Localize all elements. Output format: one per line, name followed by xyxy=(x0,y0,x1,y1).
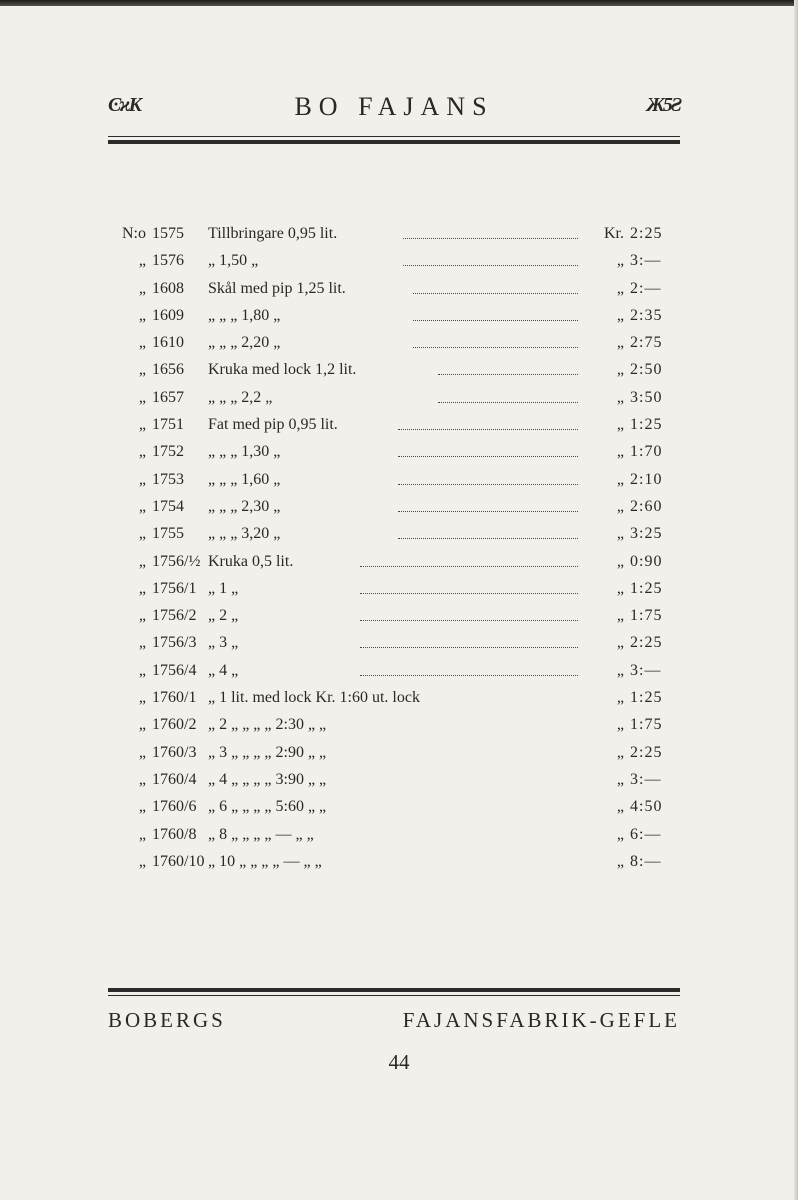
item-description: „ „ „ 1,80 „ xyxy=(208,306,281,324)
item-prefix: „ xyxy=(138,306,146,324)
item-currency: „ xyxy=(616,525,624,543)
item-number: 1760/6 xyxy=(152,798,197,816)
item-prefix: „ xyxy=(138,743,146,761)
item-number: 1752 xyxy=(152,443,184,461)
item-prefix: „ xyxy=(138,279,146,297)
item-currency: „ xyxy=(616,334,624,352)
item-number: 1760/10 xyxy=(152,852,205,870)
list-item xyxy=(108,825,680,852)
item-prefix: „ xyxy=(138,579,146,597)
dot-leader xyxy=(398,497,578,512)
item-currency: „ xyxy=(616,661,624,679)
list-item xyxy=(108,306,680,333)
item-currency: „ xyxy=(616,607,624,625)
item-currency: „ xyxy=(616,579,624,597)
item-prefix: „ xyxy=(138,798,146,816)
item-price: 2:75 xyxy=(630,334,663,352)
item-number: 1610 xyxy=(152,334,184,352)
item-number: 1760/1 xyxy=(152,689,197,707)
item-number: 1756/2 xyxy=(152,607,197,625)
list-item xyxy=(108,388,680,415)
item-prefix: „ xyxy=(138,388,146,406)
item-price: 2:50 xyxy=(630,361,663,379)
item-number: 1608 xyxy=(152,279,184,297)
item-number: 1760/2 xyxy=(152,716,197,734)
item-description: „ 1 lit. med lock Kr. 1:60 ut. lock xyxy=(208,689,420,707)
page-top-edge xyxy=(0,0,798,6)
dot-leader xyxy=(438,360,578,375)
item-description: „ 10 „ „ „ „ — „ „ xyxy=(208,852,322,870)
header-rule-thick xyxy=(108,140,680,144)
item-price: 3:— xyxy=(630,661,662,679)
item-prefix: „ xyxy=(138,634,146,652)
item-description: „ 4 „ „ „ „ 3:90 „ „ xyxy=(208,770,327,788)
dot-leader xyxy=(413,333,578,348)
item-price: 2:10 xyxy=(630,470,663,488)
item-description: Tillbringare 0,95 lit. xyxy=(208,225,338,242)
item-price: 1:75 xyxy=(630,607,663,625)
list-item xyxy=(108,715,680,742)
item-description: „ 1 „ xyxy=(208,579,239,597)
page-right-edge xyxy=(794,0,798,1200)
item-currency: „ xyxy=(616,770,624,788)
item-description: „ 3 „ „ „ „ 2:90 „ „ xyxy=(208,743,327,761)
item-prefix: „ xyxy=(138,361,146,379)
list-item xyxy=(108,442,680,469)
item-price: 2:35 xyxy=(630,306,663,324)
item-prefix: „ xyxy=(138,552,146,570)
item-description: „ 2 „ „ „ „ 2:30 „ „ xyxy=(208,716,327,734)
item-price: 3:25 xyxy=(630,525,663,543)
footer-rule-thin xyxy=(108,995,680,996)
item-description: Skål med pip 1,25 lit. xyxy=(208,279,346,297)
item-description: „ „ „ 2,20 „ xyxy=(208,334,281,352)
item-currency: „ xyxy=(616,388,624,406)
item-currency: „ xyxy=(616,279,624,297)
list-item xyxy=(108,606,680,633)
item-currency: „ xyxy=(616,306,624,324)
dot-leader xyxy=(413,306,578,321)
item-price: 2:25 xyxy=(630,225,663,242)
item-prefix: „ xyxy=(138,661,146,679)
item-price: 1:70 xyxy=(630,443,663,461)
list-item xyxy=(108,661,680,688)
item-prefix: „ xyxy=(138,252,146,270)
item-description: „ 2 „ xyxy=(208,607,239,625)
dot-leader xyxy=(360,579,578,594)
dot-leader xyxy=(398,524,578,539)
item-currency: „ xyxy=(616,825,624,843)
item-prefix: „ xyxy=(138,497,146,515)
dot-leader xyxy=(360,633,578,648)
item-currency: „ xyxy=(616,716,624,734)
header-rule-thin xyxy=(108,136,680,137)
item-prefix: „ xyxy=(138,416,146,434)
list-item xyxy=(108,852,680,879)
dot-leader xyxy=(438,388,578,403)
list-item xyxy=(108,579,680,606)
item-number: 1755 xyxy=(152,525,184,543)
item-price: 2:25 xyxy=(630,634,663,652)
list-item xyxy=(108,415,680,442)
item-description: Kruka med lock 1,2 lit. xyxy=(208,361,357,379)
item-description: „ „ „ 1,30 „ xyxy=(208,443,281,461)
list-item xyxy=(108,633,680,660)
item-price: 3:— xyxy=(630,252,662,270)
list-item xyxy=(108,770,680,797)
list-item xyxy=(108,552,680,579)
dot-leader xyxy=(360,606,578,621)
item-price: 1:25 xyxy=(630,689,663,707)
page-number: 44 xyxy=(388,1050,410,1074)
item-price: 1:25 xyxy=(630,416,663,434)
item-currency: Kr. xyxy=(604,225,624,242)
item-description: „ „ „ 2,30 „ xyxy=(208,497,281,515)
left-ornament-icon: ϾϰΚ xyxy=(108,94,140,116)
item-currency: „ xyxy=(616,852,624,870)
dot-leader xyxy=(398,470,578,485)
item-description: Fat med pip 0,95 lit. xyxy=(208,416,338,434)
item-price: 2:60 xyxy=(630,497,663,515)
item-currency: „ xyxy=(616,361,624,379)
item-currency: „ xyxy=(616,443,624,461)
list-item xyxy=(108,497,680,524)
item-description: „ 6 „ „ „ „ 5:60 „ „ xyxy=(208,798,327,816)
item-prefix: „ xyxy=(138,607,146,625)
list-item xyxy=(108,524,680,551)
item-price: 1:75 xyxy=(630,716,663,734)
list-item xyxy=(108,251,680,278)
item-description: Kruka 0,5 lit. xyxy=(208,552,294,570)
item-currency: „ xyxy=(616,689,624,707)
list-item xyxy=(108,360,680,387)
item-currency: „ xyxy=(616,798,624,816)
item-currency: „ xyxy=(616,497,624,515)
list-item xyxy=(108,688,680,715)
item-price: 2:— xyxy=(630,279,662,297)
item-description: „ 3 „ xyxy=(208,634,239,652)
item-number: 1609 xyxy=(152,306,184,324)
item-number: 1657 xyxy=(152,388,184,406)
item-price: 2:25 xyxy=(630,743,663,761)
item-number: 1756/3 xyxy=(152,634,197,652)
item-description: „ 1,50 „ xyxy=(208,252,259,270)
price-list xyxy=(108,224,680,879)
item-prefix: „ xyxy=(138,716,146,734)
item-currency: „ xyxy=(616,552,624,570)
item-number: 1760/3 xyxy=(152,743,197,761)
item-currency: „ xyxy=(616,252,624,270)
dot-leader xyxy=(398,442,578,457)
item-description: „ 8 „ „ „ „ — „ „ xyxy=(208,825,314,843)
item-number: 1656 xyxy=(152,361,184,379)
item-prefix: N:o xyxy=(122,225,146,242)
item-number: 1754 xyxy=(152,497,184,515)
item-number: 1760/4 xyxy=(152,770,197,788)
item-price: 3:— xyxy=(630,770,662,788)
item-price: 8:— xyxy=(630,852,662,870)
item-prefix: „ xyxy=(138,470,146,488)
item-price: 3:50 xyxy=(630,388,663,406)
dot-leader xyxy=(403,224,578,239)
item-number: 1753 xyxy=(152,470,184,488)
list-item xyxy=(108,743,680,770)
list-item xyxy=(108,470,680,497)
item-currency: „ xyxy=(616,416,624,434)
list-item xyxy=(108,224,680,251)
item-prefix: „ xyxy=(138,443,146,461)
item-prefix: „ xyxy=(138,334,146,352)
item-number: 1760/8 xyxy=(152,825,197,843)
item-number: 1575 xyxy=(152,225,184,242)
item-currency: „ xyxy=(616,634,624,652)
dot-leader xyxy=(413,279,578,294)
dot-leader xyxy=(403,251,578,266)
item-price: 1:25 xyxy=(630,579,663,597)
list-item xyxy=(108,333,680,360)
item-description: „ „ „ 1,60 „ xyxy=(208,470,281,488)
item-number: 1751 xyxy=(152,416,184,434)
item-number: 1576 xyxy=(152,252,184,270)
footer-rule-thick xyxy=(108,988,680,992)
right-ornament-icon: Ж5Ƨ xyxy=(646,94,680,116)
dot-leader xyxy=(398,415,578,430)
list-item xyxy=(108,797,680,824)
item-price: 0:90 xyxy=(630,552,663,570)
item-prefix: „ xyxy=(138,852,146,870)
item-prefix: „ xyxy=(138,825,146,843)
page-title: BO FAJANS xyxy=(294,92,494,121)
item-price: 4:50 xyxy=(630,798,663,816)
page-header xyxy=(108,92,680,132)
item-number: 1756/4 xyxy=(152,661,197,679)
list-item xyxy=(108,279,680,306)
item-number: 1756/½ xyxy=(152,552,201,570)
item-number: 1756/1 xyxy=(152,579,197,597)
item-prefix: „ xyxy=(138,689,146,707)
company-name: BOBERGS FAJANSFABRIK-GEFLE xyxy=(108,1008,680,1032)
item-currency: „ xyxy=(616,743,624,761)
item-prefix: „ xyxy=(138,525,146,543)
dot-leader xyxy=(360,552,578,567)
item-description: „ „ „ 3,20 „ xyxy=(208,525,281,543)
item-prefix: „ xyxy=(138,770,146,788)
item-description: „ 4 „ xyxy=(208,661,239,679)
dot-leader xyxy=(360,661,578,676)
item-description: „ „ „ 2,2 „ xyxy=(208,388,273,406)
item-price: 6:— xyxy=(630,825,662,843)
item-currency: „ xyxy=(616,470,624,488)
